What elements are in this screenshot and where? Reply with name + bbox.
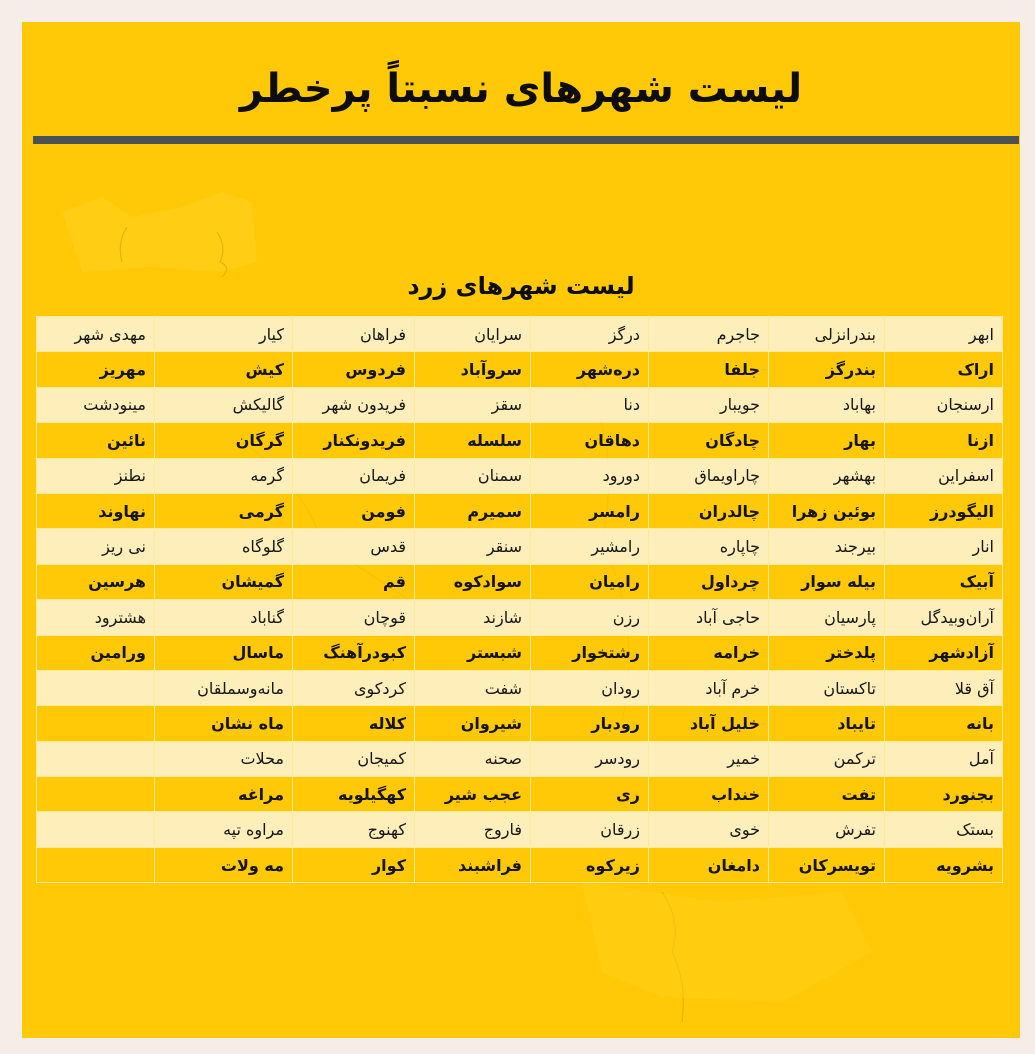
- city-cell: کبودرآهنگ: [293, 635, 415, 670]
- city-cell: کهگیلویه: [293, 777, 415, 812]
- table-row: [37, 812, 1003, 847]
- city-cell: بهار: [769, 423, 885, 458]
- table-row: [37, 670, 1003, 705]
- city-cell: تفت: [769, 777, 885, 812]
- city-cell: جلفا: [649, 352, 769, 387]
- city-cell: رامشیر: [531, 529, 649, 564]
- city-cell: ماسال: [155, 635, 293, 670]
- cities-table-container: [36, 316, 1002, 883]
- city-cell: خمیر: [649, 741, 769, 776]
- city-cell: دورود: [531, 458, 649, 493]
- city-cell: بهاباد: [769, 387, 885, 422]
- city-cell: فومن: [293, 493, 415, 528]
- city-cell: سروآباد: [415, 352, 531, 387]
- city-cell: چاپاره: [649, 529, 769, 564]
- city-cell: بوئین زهرا: [769, 493, 885, 528]
- city-cell: [37, 670, 155, 705]
- city-cell: ورامین: [37, 635, 155, 670]
- table-row: [37, 423, 1003, 458]
- table-row: [37, 529, 1003, 564]
- city-cell: چادگان: [649, 423, 769, 458]
- table-row: [37, 635, 1003, 670]
- infographic-card: [22, 22, 1020, 1038]
- city-cell: شفت: [415, 670, 531, 705]
- table-row: [37, 706, 1003, 741]
- city-cell: بشرویه: [885, 847, 1003, 882]
- city-cell: کلاله: [293, 706, 415, 741]
- city-cell: [37, 741, 155, 776]
- table-row: [37, 847, 1003, 882]
- city-cell: گرمه: [155, 458, 293, 493]
- table-row: [37, 777, 1003, 812]
- city-cell: تاکستان: [769, 670, 885, 705]
- city-cell: نائین: [37, 423, 155, 458]
- city-cell: هشترود: [37, 600, 155, 635]
- city-cell: جویبار: [649, 387, 769, 422]
- city-cell: چرداول: [649, 564, 769, 599]
- city-cell: گناباد: [155, 600, 293, 635]
- city-cell: خوی: [649, 812, 769, 847]
- city-cell: ماه نشان: [155, 706, 293, 741]
- city-cell: فراهان: [293, 317, 415, 352]
- city-cell: مراغه: [155, 777, 293, 812]
- city-cell: قم: [293, 564, 415, 599]
- city-cell: بندرانزلی: [769, 317, 885, 352]
- title-divider: [33, 136, 1019, 144]
- table-row: [37, 564, 1003, 599]
- city-cell: بیرجند: [769, 529, 885, 564]
- city-cell: سلسله: [415, 423, 531, 458]
- city-cell: شبستر: [415, 635, 531, 670]
- city-cell: قدس: [293, 529, 415, 564]
- city-cell: بندرگز: [769, 352, 885, 387]
- city-cell: سمنان: [415, 458, 531, 493]
- city-cell: آمل: [885, 741, 1003, 776]
- city-cell: رامسر: [531, 493, 649, 528]
- city-cell: اراک: [885, 352, 1003, 387]
- city-cell: بیله سوار: [769, 564, 885, 599]
- city-cell: کیار: [155, 317, 293, 352]
- city-cell: ابهر: [885, 317, 1003, 352]
- city-cell: سقز: [415, 387, 531, 422]
- city-cell: اسفراین: [885, 458, 1003, 493]
- page-title: لیست شهرهای نسبتاً پرخطر: [239, 66, 803, 112]
- city-cell: [37, 847, 155, 882]
- table-row: [37, 493, 1003, 528]
- city-cell: نطنز: [37, 458, 155, 493]
- city-cell: خرم آباد: [649, 670, 769, 705]
- city-cell: دهاقان: [531, 423, 649, 458]
- city-cell: ارسنجان: [885, 387, 1003, 422]
- city-cell: صحنه: [415, 741, 531, 776]
- city-cell: ری: [531, 777, 649, 812]
- city-cell: فریدون شهر: [293, 387, 415, 422]
- city-cell: دنا: [531, 387, 649, 422]
- city-cell: کیش: [155, 352, 293, 387]
- city-cell: انار: [885, 529, 1003, 564]
- city-cell: کمیجان: [293, 741, 415, 776]
- city-cell: مهریز: [37, 352, 155, 387]
- city-cell: کهنوج: [293, 812, 415, 847]
- city-cell: زیرکوه: [531, 847, 649, 882]
- city-cell: خنداب: [649, 777, 769, 812]
- city-cell: آق قلا: [885, 670, 1003, 705]
- city-cell: مانه‌وسملقان: [155, 670, 293, 705]
- city-cell: فریمان: [293, 458, 415, 493]
- city-cell: تفرش: [769, 812, 885, 847]
- city-cell: بجنورد: [885, 777, 1003, 812]
- city-cell: درگز: [531, 317, 649, 352]
- city-cell: رزن: [531, 600, 649, 635]
- city-cell: رودسر: [531, 741, 649, 776]
- city-cell: فردوس: [293, 352, 415, 387]
- city-cell: پلدختر: [769, 635, 885, 670]
- city-cell: چاراویماق: [649, 458, 769, 493]
- city-cell: خرامه: [649, 635, 769, 670]
- city-cell: کوار: [293, 847, 415, 882]
- city-cell: گرگان: [155, 423, 293, 458]
- table-row: [37, 600, 1003, 635]
- city-cell: رشتخوار: [531, 635, 649, 670]
- city-cell: نی ریز: [37, 529, 155, 564]
- city-cell: ترکمن: [769, 741, 885, 776]
- city-cell: مهدی شهر: [37, 317, 155, 352]
- section-subtitle: لیست شهرهای زرد: [407, 272, 635, 300]
- city-cell: شازند: [415, 600, 531, 635]
- city-cell: سرایان: [415, 317, 531, 352]
- city-cell: گلوگاه: [155, 529, 293, 564]
- table-row: [37, 387, 1003, 422]
- city-cell: مراوه تپه: [155, 812, 293, 847]
- city-cell: دره‌شهر: [531, 352, 649, 387]
- city-cell: ازنا: [885, 423, 1003, 458]
- city-cell: فاروج: [415, 812, 531, 847]
- table-row: [37, 317, 1003, 352]
- city-cell: آران‌وبیدگل: [885, 600, 1003, 635]
- city-cell: گالیکش: [155, 387, 293, 422]
- city-cell: فریدونکنار: [293, 423, 415, 458]
- city-cell: رامیان: [531, 564, 649, 599]
- city-cell: رودان: [531, 670, 649, 705]
- city-cell: پارسیان: [769, 600, 885, 635]
- city-cell: سوادکوه: [415, 564, 531, 599]
- city-cell: قوچان: [293, 600, 415, 635]
- city-cell: بانه: [885, 706, 1003, 741]
- city-cell: تویسرکان: [769, 847, 885, 882]
- city-cell: سمیرم: [415, 493, 531, 528]
- city-cell: حاجی آباد: [649, 600, 769, 635]
- city-cell: نهاوند: [37, 493, 155, 528]
- city-cell: بهشهر: [769, 458, 885, 493]
- city-cell: آبیک: [885, 564, 1003, 599]
- city-cell: [37, 706, 155, 741]
- city-cell: گرمی: [155, 493, 293, 528]
- city-cell: عجب شیر: [415, 777, 531, 812]
- city-cell: هرسین: [37, 564, 155, 599]
- city-cell: شیروان: [415, 706, 531, 741]
- city-cell: مینودشت: [37, 387, 155, 422]
- yellow-cities-table: [36, 316, 1003, 883]
- city-cell: کردکوی: [293, 670, 415, 705]
- city-cell: چالدران: [649, 493, 769, 528]
- city-cell: جاجرم: [649, 317, 769, 352]
- table-row: [37, 458, 1003, 493]
- city-cell: زرقان: [531, 812, 649, 847]
- city-cell: [37, 812, 155, 847]
- city-cell: الیگودرز: [885, 493, 1003, 528]
- city-cell: محلات: [155, 741, 293, 776]
- city-cell: فراشبند: [415, 847, 531, 882]
- city-cell: خلیل آباد: [649, 706, 769, 741]
- city-cell: دامغان: [649, 847, 769, 882]
- city-cell: آزادشهر: [885, 635, 1003, 670]
- city-cell: گمیشان: [155, 564, 293, 599]
- city-cell: تایباد: [769, 706, 885, 741]
- city-cell: [37, 777, 155, 812]
- city-cell: مه ولات: [155, 847, 293, 882]
- table-row: [37, 741, 1003, 776]
- table-row: [37, 352, 1003, 387]
- city-cell: سنقر: [415, 529, 531, 564]
- city-cell: رودبار: [531, 706, 649, 741]
- city-cell: بستک: [885, 812, 1003, 847]
